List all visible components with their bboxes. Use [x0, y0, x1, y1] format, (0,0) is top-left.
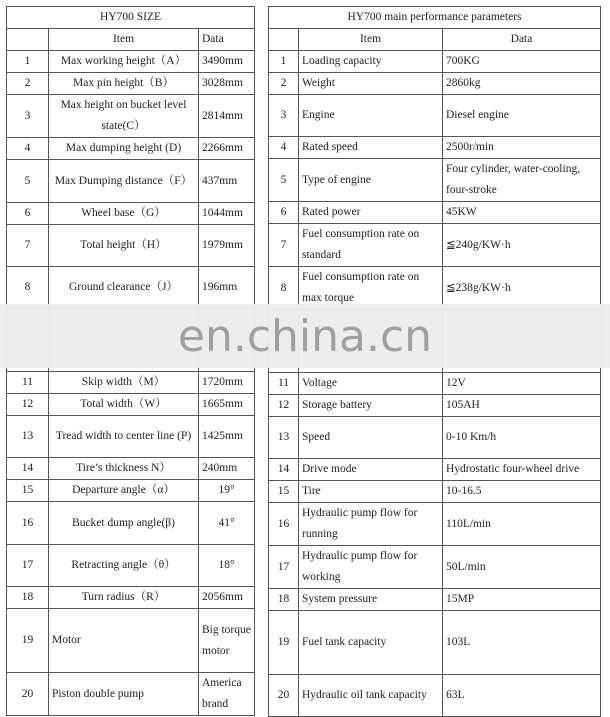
row-data: 2266mm [199, 138, 255, 160]
row-no: 3 [7, 95, 49, 138]
table-row [269, 373, 601, 395]
row-item: Rated speed [299, 137, 443, 159]
row-item: Max pin height（B） [49, 73, 199, 95]
table-row [269, 224, 601, 267]
table-row [7, 502, 255, 545]
row-item: Loading capacity [299, 51, 443, 73]
row-item: Hydraulic pump flow for running [299, 503, 443, 546]
row-item: Max working height（A） [49, 51, 199, 73]
row-item: Type of engine [299, 159, 443, 202]
row-no: 20 [269, 675, 299, 717]
header-data: Data [443, 29, 601, 51]
row-data: 0-10 Km/h [443, 417, 601, 459]
row-data: 1979mm [199, 225, 255, 267]
header-item: Item [299, 29, 443, 51]
row-no: 14 [7, 458, 49, 480]
row-data: 10-16.5 [443, 481, 601, 503]
table-row [7, 587, 255, 609]
row-data: ≦240g/KW·h [443, 224, 601, 267]
row-data: 63L [443, 675, 601, 717]
row-no: 7 [269, 224, 299, 267]
row-no: 15 [269, 481, 299, 503]
table-row [269, 503, 601, 546]
table-row [269, 546, 601, 589]
row-data: 12V [443, 373, 601, 395]
row-no: 12 [269, 395, 299, 417]
table-row [7, 160, 255, 203]
row-no: 13 [7, 416, 49, 458]
row-item: Total height（H） [49, 225, 199, 267]
row-data: 18° [199, 545, 255, 587]
row-item: Tire [299, 481, 443, 503]
table-row [269, 611, 601, 675]
row-no: 1 [7, 51, 49, 73]
row-data: 45KW [443, 202, 601, 224]
table-row [7, 225, 255, 267]
row-item: Weight [299, 73, 443, 95]
row-data: 110L/min [443, 503, 601, 546]
row-item: Hydraulic pump flow for working [299, 546, 443, 589]
row-no: 15 [7, 480, 49, 502]
row-data: 105AH [443, 395, 601, 417]
row-no: 19 [7, 609, 49, 673]
row-item: System pressure [299, 589, 443, 611]
row-no: 13 [269, 417, 299, 459]
row-item: Turn radius（R） [49, 587, 199, 609]
table-row [269, 417, 601, 459]
table-header-row [7, 29, 255, 51]
table-row [7, 394, 255, 416]
row-no: 5 [7, 160, 49, 203]
table-row [7, 138, 255, 160]
table-row [7, 416, 255, 458]
row-no: 8 [7, 267, 49, 309]
table-row [269, 202, 601, 224]
watermark-text: en.china.cn [177, 310, 433, 362]
table-row [269, 459, 601, 481]
row-data: Big torque motor [199, 609, 255, 673]
row-data: 3028mm [199, 73, 255, 95]
row-no: 7 [7, 225, 49, 267]
row-no: 4 [269, 137, 299, 159]
row-no: 12 [7, 394, 49, 416]
row-data: 1044mm [199, 203, 255, 225]
row-data: Four cylinder, water-cooling, four-stroke [443, 159, 601, 202]
row-data: 1425mm [199, 416, 255, 458]
table-row [7, 203, 255, 225]
row-no: 1 [269, 51, 299, 73]
row-item: Fuel consumption rate on max torque [299, 267, 443, 310]
row-data: America brand [199, 673, 255, 716]
row-item: Ground clearance（J） [49, 267, 199, 309]
row-item: Bucket dump angle(β) [49, 502, 199, 545]
row-item: Departure angle（α） [49, 480, 199, 502]
table-row [269, 73, 601, 95]
row-item: Skip width（M） [49, 372, 199, 394]
table-row [269, 481, 601, 503]
header-item: Item [49, 29, 199, 51]
row-data: 41° [199, 502, 255, 545]
row-data: 19° [199, 480, 255, 502]
table-row [269, 675, 601, 717]
row-data: 103L [443, 611, 601, 675]
table-row [7, 372, 255, 394]
row-data: 1720mm [199, 372, 255, 394]
row-item: Voltage [299, 373, 443, 395]
row-item: Fuel tank capacity [299, 611, 443, 675]
row-item: Wheel base（G） [49, 203, 199, 225]
table-row [7, 480, 255, 502]
row-data: 240mm [199, 458, 255, 480]
row-item: Piston double pump [49, 673, 199, 716]
table-row [7, 545, 255, 587]
row-no: 16 [7, 502, 49, 545]
table-row [269, 95, 601, 137]
row-item: Total width（W） [49, 394, 199, 416]
row-item: Engine [299, 95, 443, 137]
table-title-row [7, 7, 255, 29]
row-no: 3 [269, 95, 299, 137]
row-no: 6 [269, 202, 299, 224]
row-no: 17 [269, 546, 299, 589]
watermark-band [0, 304, 610, 368]
row-data: 2860kg [443, 73, 601, 95]
table-row [7, 51, 255, 73]
row-no: 14 [269, 459, 299, 481]
row-no: 19 [269, 611, 299, 675]
row-data: 1665mm [199, 394, 255, 416]
table-title: HY700 SIZE [7, 7, 255, 29]
table-row [7, 673, 255, 716]
row-item: Tread width to center line (P) [49, 416, 199, 458]
row-data: 196mm [199, 267, 255, 309]
table-title-row [269, 7, 601, 29]
row-no: 4 [7, 138, 49, 160]
row-item: Hydraulic oil tank capacity [299, 675, 443, 717]
row-data: 2056mm [199, 587, 255, 609]
row-data: 2814mm [199, 95, 255, 138]
row-item: Max Dumping distance（F） [49, 160, 199, 203]
row-item: Storage battery [299, 395, 443, 417]
table-row [269, 589, 601, 611]
row-item: Motor [49, 609, 199, 673]
row-no: 18 [7, 587, 49, 609]
header-no [269, 29, 299, 51]
table-row [269, 395, 601, 417]
row-item: Retracting angle（θ） [49, 545, 199, 587]
table-row [7, 609, 255, 673]
table-row [7, 73, 255, 95]
table-row [269, 137, 601, 159]
row-no: 11 [7, 372, 49, 394]
row-data: 15MP [443, 589, 601, 611]
row-item: Max dumping height (D) [49, 138, 199, 160]
row-data: 437mm [199, 160, 255, 203]
row-data: 2500r/min [443, 137, 601, 159]
row-item: Max height on bucket level state(C） [49, 95, 199, 138]
row-data: 700KG [443, 51, 601, 73]
table-header-row [269, 29, 601, 51]
table-row [269, 159, 601, 202]
row-item: Tire’s thickness N） [49, 458, 199, 480]
row-data: Hydrostatic four-wheel drive [443, 459, 601, 481]
row-item: Fuel consumption rate on standard [299, 224, 443, 267]
row-data: 3490mm [199, 51, 255, 73]
row-no: 20 [7, 673, 49, 716]
row-no: 17 [7, 545, 49, 587]
row-no: 16 [269, 503, 299, 546]
table-row [7, 458, 255, 480]
row-no: 18 [269, 589, 299, 611]
table-row [7, 267, 255, 309]
row-data: Diesel engine [443, 95, 601, 137]
row-no: 2 [7, 73, 49, 95]
row-no: 5 [269, 159, 299, 202]
row-item: Speed [299, 417, 443, 459]
header-no [7, 29, 49, 51]
row-item: Drive mode [299, 459, 443, 481]
table-row [269, 51, 601, 73]
header-data: Data [199, 29, 255, 51]
row-no: 8 [269, 267, 299, 310]
row-no: 6 [7, 203, 49, 225]
table-title: HY700 main performance parameters [269, 7, 601, 29]
row-data: 50L/min [443, 546, 601, 589]
row-no: 11 [269, 373, 299, 395]
row-no: 2 [269, 73, 299, 95]
table-row [7, 95, 255, 138]
row-item: Rated power [299, 202, 443, 224]
row-data: ≦238g/KW·h [443, 267, 601, 310]
